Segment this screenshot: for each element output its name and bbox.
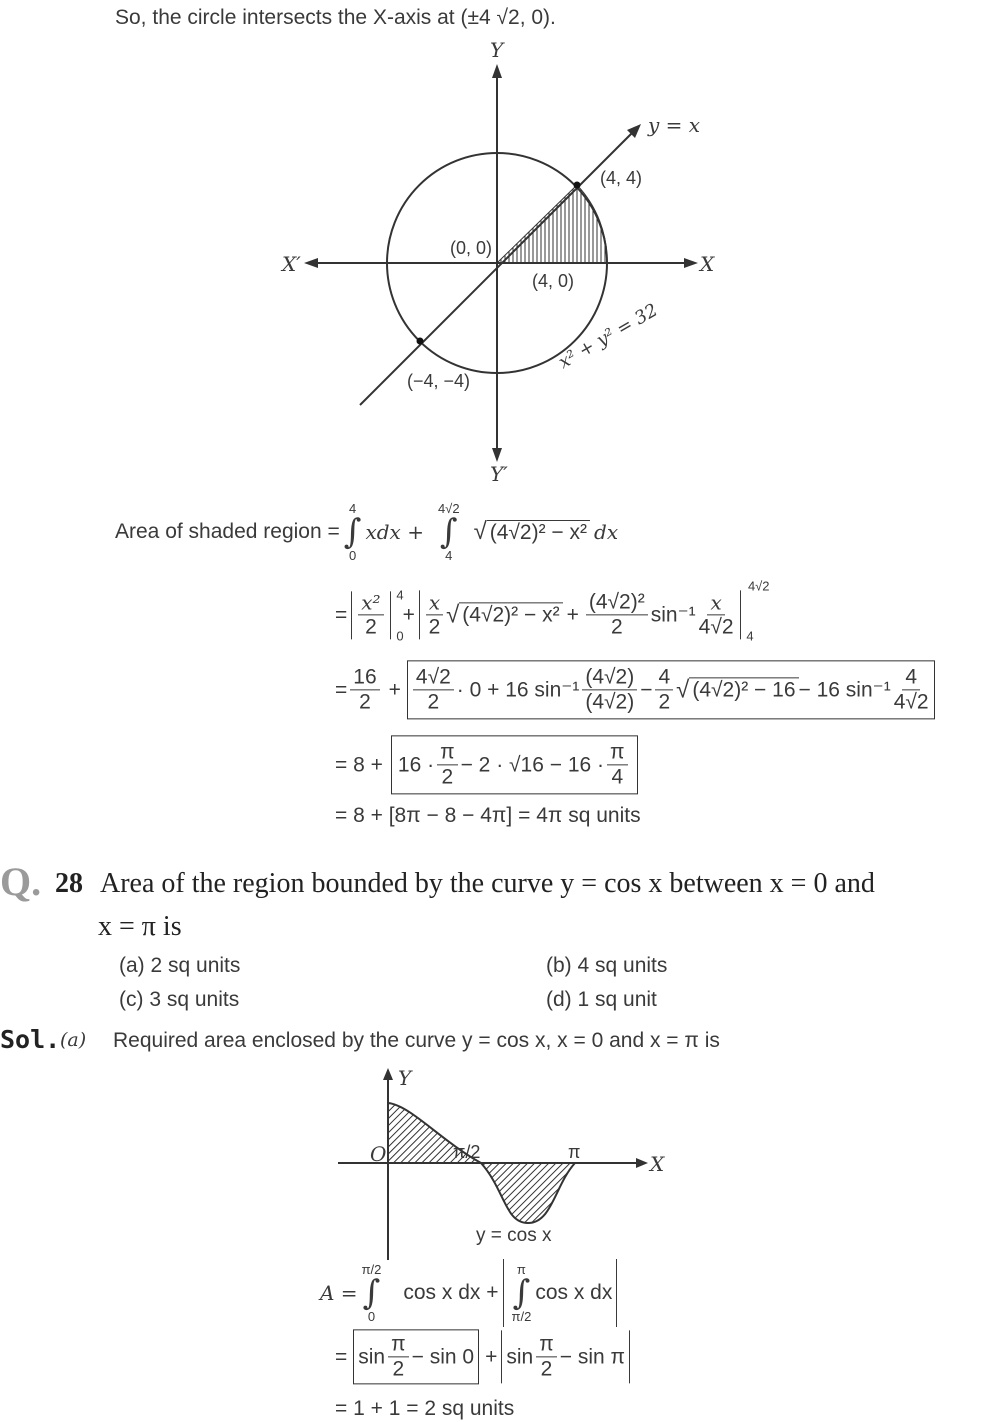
plus: + [388, 678, 401, 701]
label-point-4-0: (4, 0) [532, 271, 575, 291]
dx: dx [594, 520, 619, 544]
question-text-line1: Area of the region bounded by the curve y = cos x between x = 0 and [100, 868, 875, 899]
denominator: 2 [540, 1357, 553, 1381]
numerator: 4 [902, 665, 920, 690]
equation-area-integral: Area of shaded region = 4 ∫ 0 xdx + 4√2 ∫ 4 √ (4√2)² − x² dx [115, 501, 619, 563]
upper-limit: 4 [396, 586, 404, 602]
bracket-group [353, 1329, 479, 1384]
evaluation-bar-2: $\frac{x}{2}$ √ (4√2)² − x² + $\frac{\text{(4√2)²}}{2}$ sin⁻¹ $\frac{x}{4√2}$ 4√2 4 [419, 590, 741, 639]
upper-limit: 4√2 [747, 578, 770, 594]
numerator: 4 [655, 665, 673, 690]
label-y-neg: Y′ [490, 462, 508, 486]
shaded-area-negative [481, 1163, 575, 1223]
absolute-value: π ∫ π/2 cos x dx [503, 1259, 618, 1327]
bracket-group [391, 735, 638, 794]
absolute-value [501, 1330, 630, 1383]
radicand: (4√2)² − x² [487, 520, 590, 545]
denominator: 4√2 [893, 690, 929, 714]
intro-text: So, the circle intersects the X-axis at (±4 √2, 0). [115, 6, 556, 29]
label-x: X [650, 1152, 665, 1176]
lower-limit: 4 [746, 628, 754, 644]
numerator: π [437, 740, 458, 765]
denominator: 2 [427, 690, 440, 714]
label-x: X [700, 252, 715, 276]
label-y: Y [490, 38, 504, 62]
integral-1: 4 ∫ 0 [343, 501, 362, 563]
term: − sin 0 [411, 1345, 475, 1368]
equals: = [335, 603, 348, 626]
label-point-4-4: (4, 4) [600, 168, 643, 188]
label-circle-equation: x² + y² = 32 [555, 299, 662, 374]
label-half-pi: π/2 [453, 1142, 481, 1162]
numerator: π [388, 1332, 409, 1357]
denominator: 2 [359, 690, 371, 714]
lower-limit: 0 [348, 548, 357, 563]
upper-limit: π/2 [361, 1262, 382, 1277]
numerator: 4√2 [413, 665, 454, 690]
solution-text: Required area enclosed by the curve y = cos x, x = 0 and x = π is [113, 1029, 720, 1052]
label-curve: y = cos x [476, 1225, 552, 1246]
label-line: y = x [648, 113, 701, 137]
equation-final: = 1 + 1 = 2 sq units [335, 1397, 515, 1420]
label-point-neg4-neg4: (−4, −4) [407, 371, 471, 391]
lower-limit: π/2 [511, 1309, 532, 1324]
lower-limit: 4 [445, 548, 453, 563]
term: − 2 · √16 − 16 · [460, 753, 605, 776]
plus: + [402, 603, 415, 626]
denominator: 2 [392, 1357, 405, 1381]
numerator: (4√2)² [586, 590, 648, 615]
lower-limit: 0 [367, 1309, 376, 1324]
plus: + [566, 603, 579, 626]
equation-step-3 [335, 660, 935, 719]
numerator: 16 [350, 665, 379, 690]
equation-step-7 [335, 1329, 642, 1384]
radicand: (4√2)² − x² [459, 603, 562, 628]
denominator: 2 [610, 615, 623, 639]
numerator: x [707, 591, 724, 615]
option-d[interactable]: (d) 1 sq unit [546, 988, 657, 1011]
option-a[interactable]: (a) 2 sq units [119, 954, 241, 977]
label-origin: O [370, 1142, 387, 1166]
upper-limit: 4 [348, 501, 357, 516]
label-y: Y [398, 1066, 412, 1090]
integral-2: 4√2 ∫ 4 [437, 501, 460, 563]
minus: − [640, 678, 653, 701]
upper-limit: π [516, 1262, 526, 1277]
term: 16 · [397, 753, 435, 776]
term: A = [320, 1281, 358, 1305]
label-origin: (0, 0) [450, 238, 493, 258]
circle-diagram [0, 0, 1000, 500]
question-marker: Q. [0, 859, 42, 904]
option-c[interactable]: (c) 3 sq units [119, 988, 240, 1011]
term: cos x dx + [403, 1281, 499, 1304]
numerator: x² [358, 591, 383, 615]
equals: = 8 + [335, 753, 383, 776]
solution-answer: (a) [60, 1029, 87, 1051]
denominator: 2 [441, 765, 454, 789]
denominator: 2 [365, 614, 377, 638]
bracket-group: $\frac{4√2}{2}$ · 0 + 16 sin⁻¹ $\frac{(4√2)}{(4√2)}$ − $\frac{4}{2}$ √ (4√2)² − 16 − 16 sin⁻¹ $\frac{4}{4√2}$ [407, 660, 935, 719]
arcsin: sin⁻¹ [650, 603, 696, 627]
numerator: π [536, 1332, 557, 1357]
term: sin [506, 1345, 534, 1368]
plus: + [485, 1345, 498, 1368]
radicand: (4√2)² − 16 [689, 678, 798, 703]
question-text-line2: x = π is [98, 911, 182, 942]
denominator: 2 [658, 690, 671, 714]
upper-limit: 4√2 [437, 501, 460, 516]
evaluation-bar-1 [351, 586, 404, 644]
term: − sin π [559, 1345, 625, 1368]
label-pi: π [568, 1142, 581, 1162]
denominator: 4√2 [698, 614, 734, 638]
lower-limit: 0 [396, 628, 404, 644]
equation-area-a [320, 1259, 629, 1327]
equals: = [335, 678, 348, 701]
question-number: 28 [55, 868, 83, 899]
term: − 16 sin⁻¹ [798, 678, 891, 702]
term: xdx + [365, 520, 424, 544]
equation-step-2 [335, 578, 770, 644]
term: · 0 + 16 sin⁻¹ [456, 678, 580, 702]
denominator: (4√2) [585, 690, 635, 714]
denominator: 2 [428, 614, 441, 638]
numerator: (4√2) [582, 665, 637, 690]
equation-step-5: = 8 + [8π − 8 − 4π] = 4π sq units [335, 804, 641, 827]
label-x-neg: X′ [282, 252, 301, 276]
solution-label: Sol. [0, 1025, 61, 1054]
numerator: x [426, 591, 443, 615]
integral-1: π/2 ∫ 0 [361, 1262, 382, 1324]
numerator: π [607, 740, 628, 765]
equation-step-4 [335, 735, 638, 794]
eq-label: Area of shaded region = [115, 520, 340, 543]
denominator: 4 [611, 765, 624, 789]
term: cos x dx [535, 1281, 613, 1304]
equals: = [335, 1345, 348, 1368]
option-b[interactable]: (b) 4 sq units [546, 954, 668, 977]
term: sin [358, 1345, 386, 1368]
